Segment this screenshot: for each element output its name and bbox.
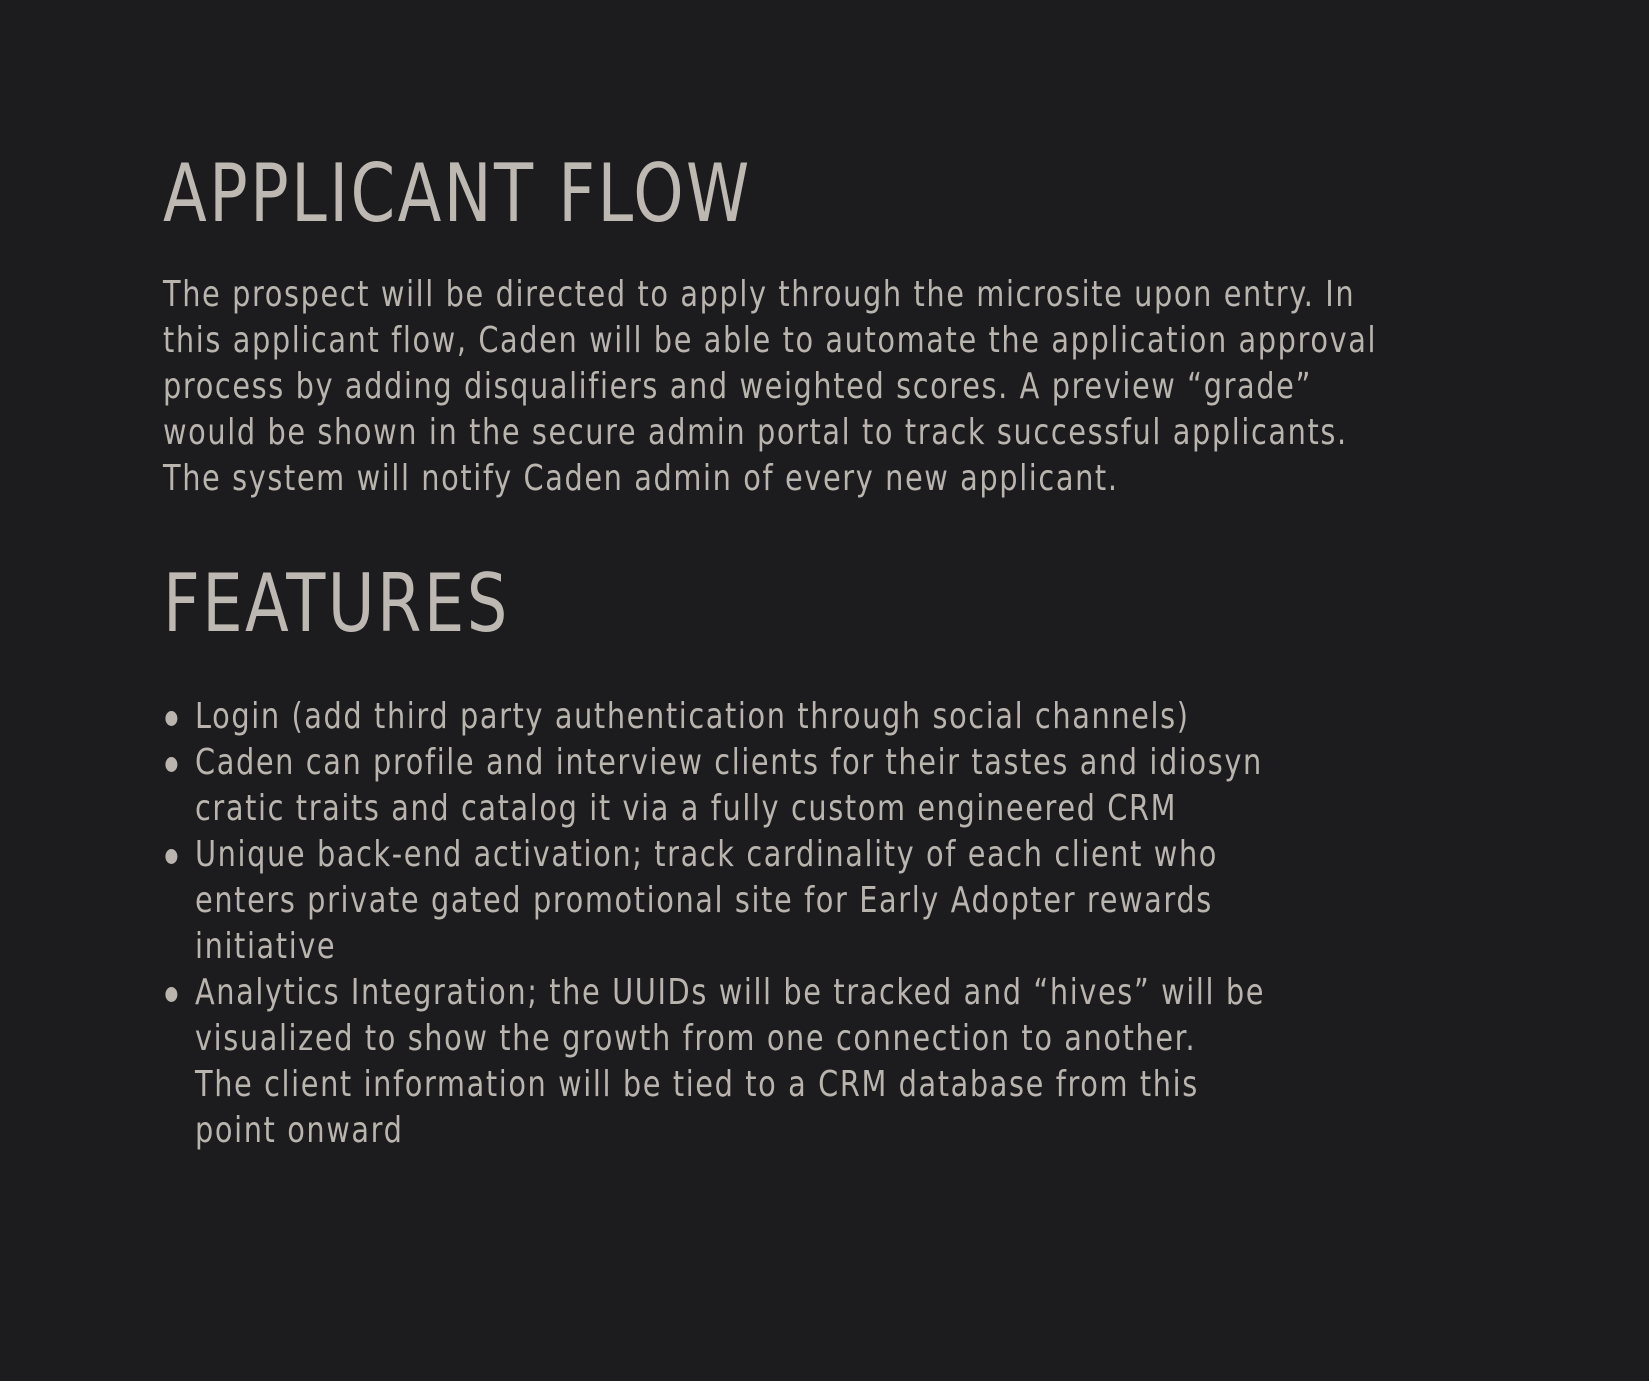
bullet-icon bbox=[165, 711, 177, 726]
feature-line: initiative bbox=[195, 926, 337, 967]
bullet-icon bbox=[165, 757, 177, 772]
paragraph-line: would be shown in the secure admin portal to track successful applicants. bbox=[163, 412, 1348, 453]
content bbox=[163, 148, 1503, 1154]
feature-line: point onward bbox=[195, 1110, 404, 1151]
features-heading: FEATURES bbox=[163, 557, 510, 650]
bullet-icon bbox=[165, 849, 177, 864]
feature-line: visualized to show the growth from one connection to another. bbox=[195, 1018, 1197, 1059]
feature-item-activation bbox=[163, 832, 1495, 970]
paragraph-line: The system will notify Caden admin of every new applicant. bbox=[163, 458, 1119, 499]
feature-item-login bbox=[163, 694, 1495, 740]
feature-line: cratic traits and catalog it via a fully custom engineered CRM bbox=[195, 788, 1178, 829]
feature-item-profile bbox=[163, 740, 1495, 832]
paragraph-line: this applicant flow, Caden will be able to automate the application approval bbox=[163, 320, 1378, 361]
feature-line: Unique back-end activation; track cardinality of each client who bbox=[195, 834, 1219, 875]
paragraph-line: process by adding disqualifiers and weighted scores. A preview “grade” bbox=[163, 366, 1312, 407]
feature-item-analytics bbox=[163, 970, 1495, 1154]
feature-line: Analytics Integration; the UUIDs will be tracked and “hives” will be bbox=[195, 972, 1266, 1013]
bullet-icon bbox=[165, 987, 177, 1002]
feature-line: The client information will be tied to a CRM database from this bbox=[195, 1064, 1199, 1105]
feature-line: Caden can profile and interview clients for their tastes and idiosyn bbox=[195, 742, 1263, 783]
features-list bbox=[163, 694, 1495, 1154]
applicant-flow-heading: APPLICANT FLOW bbox=[163, 147, 752, 240]
feature-line: Login (add third party authentication through social channels) bbox=[195, 696, 1190, 737]
feature-line: enters private gated promotional site for Early Adopter rewards bbox=[195, 880, 1213, 921]
paragraph-line: The prospect will be directed to apply through the microsite upon entry. In bbox=[163, 274, 1356, 315]
applicant-flow-paragraph bbox=[163, 272, 1495, 502]
